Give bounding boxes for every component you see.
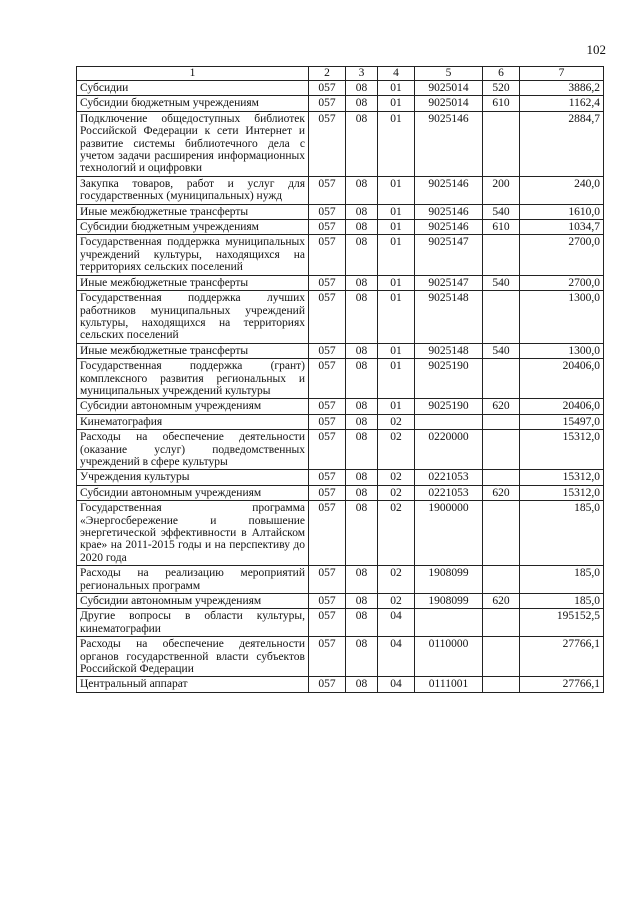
header-cell: 5 xyxy=(415,67,483,81)
ministry-code-cell: 057 xyxy=(309,275,346,290)
amount-cell: 2884,7 xyxy=(520,111,604,176)
expense-name-cell: Центральный аппарат xyxy=(77,677,309,692)
budget-table xyxy=(76,66,604,693)
target-article-cell: 9025147 xyxy=(415,235,483,275)
expense-name-cell: Субсидии автономным учреждениям xyxy=(77,399,309,414)
target-article-cell xyxy=(415,609,483,637)
expense-name-cell: Другие вопросы в области культуры, кинематографии xyxy=(77,609,309,637)
table-row xyxy=(77,235,604,275)
target-article-cell: 0220000 xyxy=(415,430,483,470)
subsection-code-cell: 02 xyxy=(378,501,415,566)
expense-name-cell: Расходы на обеспечение деятельности (оказание услуг) подведомственных учреждений в сфере культуры xyxy=(77,430,309,470)
expense-name-cell: Субсидии xyxy=(77,81,309,96)
target-article-cell: 9025147 xyxy=(415,275,483,290)
header-cell: 2 xyxy=(309,67,346,81)
target-article-cell: 9025146 xyxy=(415,176,483,204)
section-code-cell: 08 xyxy=(346,485,378,500)
expense-name-cell: Иные межбюджетные трансферты xyxy=(77,204,309,219)
subsection-code-cell: 01 xyxy=(378,204,415,219)
target-article-cell: 0111001 xyxy=(415,677,483,692)
section-code-cell: 08 xyxy=(346,220,378,235)
header-cell: 4 xyxy=(378,67,415,81)
ministry-code-cell: 057 xyxy=(309,399,346,414)
expense-type-cell: 540 xyxy=(483,204,520,219)
expense-name-cell: Учреждения культуры xyxy=(77,470,309,485)
table-row xyxy=(77,176,604,204)
table-row xyxy=(77,220,604,235)
target-article-cell: 9025146 xyxy=(415,204,483,219)
subsection-code-cell: 02 xyxy=(378,485,415,500)
subsection-code-cell: 01 xyxy=(378,399,415,414)
section-code-cell: 08 xyxy=(346,637,378,677)
section-code-cell: 08 xyxy=(346,430,378,470)
target-article-cell: 1900000 xyxy=(415,501,483,566)
target-article-cell: 0221053 xyxy=(415,470,483,485)
expense-name-cell: Субсидии бюджетным учреждениям xyxy=(77,220,309,235)
amount-cell: 15312,0 xyxy=(520,430,604,470)
amount-cell: 185,0 xyxy=(520,501,604,566)
section-code-cell: 08 xyxy=(346,96,378,111)
table-row xyxy=(77,414,604,429)
target-article-cell: 9025190 xyxy=(415,359,483,399)
section-code-cell: 08 xyxy=(346,235,378,275)
table-row xyxy=(77,485,604,500)
section-code-cell: 08 xyxy=(346,275,378,290)
amount-cell: 20406,0 xyxy=(520,359,604,399)
ministry-code-cell: 057 xyxy=(309,343,346,358)
expense-type-cell xyxy=(483,470,520,485)
subsection-code-cell: 01 xyxy=(378,111,415,176)
header-cell: 3 xyxy=(346,67,378,81)
expense-name-cell: Иные межбюджетные трансферты xyxy=(77,275,309,290)
amount-cell: 240,0 xyxy=(520,176,604,204)
ministry-code-cell: 057 xyxy=(309,470,346,485)
expense-type-cell xyxy=(483,111,520,176)
table-row xyxy=(77,343,604,358)
expense-name-cell: Иные межбюджетные трансферты xyxy=(77,343,309,358)
ministry-code-cell: 057 xyxy=(309,359,346,399)
table-row xyxy=(77,275,604,290)
expense-name-cell: Расходы на реализацию мероприятий региональных программ xyxy=(77,566,309,594)
table-row xyxy=(77,677,604,692)
expense-name-cell: Государственная поддержка муниципальных учреждений культуры, находящихся на территориях сельских поселений xyxy=(77,235,309,275)
amount-cell: 1162,4 xyxy=(520,96,604,111)
expense-name-cell: Субсидии автономным учреждениям xyxy=(77,594,309,609)
target-article-cell: 9025014 xyxy=(415,81,483,96)
section-code-cell: 08 xyxy=(346,594,378,609)
target-article-cell: 9025146 xyxy=(415,220,483,235)
table-row xyxy=(77,594,604,609)
section-code-cell: 08 xyxy=(346,470,378,485)
subsection-code-cell: 01 xyxy=(378,96,415,111)
subsection-code-cell: 01 xyxy=(378,343,415,358)
amount-cell: 1300,0 xyxy=(520,291,604,344)
section-code-cell: 08 xyxy=(346,343,378,358)
ministry-code-cell: 057 xyxy=(309,430,346,470)
amount-cell: 185,0 xyxy=(520,566,604,594)
expense-name-cell: Расходы на обеспечение деятельности органов государственной власти субъектов Российской Федерации xyxy=(77,637,309,677)
amount-cell: 27766,1 xyxy=(520,637,604,677)
ministry-code-cell: 057 xyxy=(309,414,346,429)
expense-type-cell: 620 xyxy=(483,594,520,609)
ministry-code-cell: 057 xyxy=(309,637,346,677)
subsection-code-cell: 01 xyxy=(378,176,415,204)
table-row xyxy=(77,637,604,677)
expense-type-cell xyxy=(483,637,520,677)
expense-type-cell: 520 xyxy=(483,81,520,96)
expense-type-cell xyxy=(483,291,520,344)
ministry-code-cell: 057 xyxy=(309,111,346,176)
table-row xyxy=(77,501,604,566)
expense-type-cell xyxy=(483,414,520,429)
ministry-code-cell: 057 xyxy=(309,485,346,500)
target-article-cell xyxy=(415,414,483,429)
amount-cell: 3886,2 xyxy=(520,81,604,96)
subsection-code-cell: 04 xyxy=(378,609,415,637)
amount-cell: 1610,0 xyxy=(520,204,604,219)
amount-cell: 2700,0 xyxy=(520,235,604,275)
target-article-cell: 1908099 xyxy=(415,594,483,609)
target-article-cell: 9025148 xyxy=(415,343,483,358)
expense-name-cell: Государственная поддержка лучших работников муниципальных учреждений культуры, находящихся на территориях сельских поселений xyxy=(77,291,309,344)
section-code-cell: 08 xyxy=(346,176,378,204)
amount-cell: 2700,0 xyxy=(520,275,604,290)
subsection-code-cell: 01 xyxy=(378,220,415,235)
table-row xyxy=(77,359,604,399)
subsection-code-cell: 01 xyxy=(378,275,415,290)
expense-type-cell: 610 xyxy=(483,96,520,111)
subsection-code-cell: 02 xyxy=(378,414,415,429)
table-row xyxy=(77,430,604,470)
subsection-code-cell: 02 xyxy=(378,594,415,609)
section-code-cell: 08 xyxy=(346,204,378,219)
expense-type-cell xyxy=(483,501,520,566)
section-code-cell: 08 xyxy=(346,609,378,637)
expense-type-cell xyxy=(483,677,520,692)
target-article-cell: 0110000 xyxy=(415,637,483,677)
expense-name-cell: Кинематография xyxy=(77,414,309,429)
ministry-code-cell: 057 xyxy=(309,176,346,204)
table-row xyxy=(77,470,604,485)
amount-cell: 1034,7 xyxy=(520,220,604,235)
expense-type-cell: 610 xyxy=(483,220,520,235)
subsection-code-cell: 02 xyxy=(378,566,415,594)
expense-type-cell xyxy=(483,235,520,275)
expense-type-cell: 620 xyxy=(483,485,520,500)
target-article-cell: 9025148 xyxy=(415,291,483,344)
section-code-cell: 08 xyxy=(346,359,378,399)
table-row xyxy=(77,566,604,594)
amount-cell: 185,0 xyxy=(520,594,604,609)
table-row xyxy=(77,81,604,96)
amount-cell: 27766,1 xyxy=(520,677,604,692)
ministry-code-cell: 057 xyxy=(309,81,346,96)
expense-name-cell: Государственная поддержка (грант) комплексного развития региональных и муниципальных учреждений культуры xyxy=(77,359,309,399)
section-code-cell: 08 xyxy=(346,414,378,429)
table-row xyxy=(77,399,604,414)
subsection-code-cell: 01 xyxy=(378,359,415,399)
amount-cell: 1300,0 xyxy=(520,343,604,358)
expense-name-cell: Субсидии бюджетным учреждениям xyxy=(77,96,309,111)
subsection-code-cell: 04 xyxy=(378,677,415,692)
ministry-code-cell: 057 xyxy=(309,220,346,235)
ministry-code-cell: 057 xyxy=(309,501,346,566)
section-code-cell: 08 xyxy=(346,399,378,414)
ministry-code-cell: 057 xyxy=(309,204,346,219)
page-number: 102 xyxy=(586,42,606,57)
subsection-code-cell: 02 xyxy=(378,470,415,485)
expense-name-cell: Государственная программа «Энергосбережение и повышение энергетической эффективности в Алтайском крае» на 2011-2015 годы и на перспективу до 2020 года xyxy=(77,501,309,566)
header-cell: 7 xyxy=(520,67,604,81)
expense-type-cell xyxy=(483,359,520,399)
target-article-cell: 9025014 xyxy=(415,96,483,111)
section-code-cell: 08 xyxy=(346,291,378,344)
subsection-code-cell: 01 xyxy=(378,291,415,344)
section-code-cell: 08 xyxy=(346,501,378,566)
ministry-code-cell: 057 xyxy=(309,235,346,275)
amount-cell: 195152,5 xyxy=(520,609,604,637)
expense-type-cell: 540 xyxy=(483,343,520,358)
amount-cell: 15312,0 xyxy=(520,485,604,500)
target-article-cell: 1908099 xyxy=(415,566,483,594)
expense-type-cell xyxy=(483,566,520,594)
section-code-cell: 08 xyxy=(346,566,378,594)
subsection-code-cell: 01 xyxy=(378,81,415,96)
expense-type-cell xyxy=(483,430,520,470)
table-row xyxy=(77,609,604,637)
subsection-code-cell: 02 xyxy=(378,430,415,470)
expense-type-cell: 200 xyxy=(483,176,520,204)
ministry-code-cell: 057 xyxy=(309,594,346,609)
expense-type-cell: 620 xyxy=(483,399,520,414)
table-row xyxy=(77,96,604,111)
ministry-code-cell: 057 xyxy=(309,291,346,344)
expense-type-cell: 540 xyxy=(483,275,520,290)
table-row xyxy=(77,111,604,176)
expense-name-cell: Закупка товаров, работ и услуг для государственных (муниципальных) нужд xyxy=(77,176,309,204)
expense-type-cell xyxy=(483,609,520,637)
section-code-cell: 08 xyxy=(346,677,378,692)
header-cell: 1 xyxy=(77,67,309,81)
expense-name-cell: Подключение общедоступных библиотек Российской Федерации к сети Интернет и развитие системы библиотечного дела с учетом задачи расширения информационных технологий и оцифровки xyxy=(77,111,309,176)
subsection-code-cell: 01 xyxy=(378,235,415,275)
section-code-cell: 08 xyxy=(346,111,378,176)
table-row xyxy=(77,204,604,219)
section-code-cell: 08 xyxy=(346,81,378,96)
ministry-code-cell: 057 xyxy=(309,96,346,111)
target-article-cell: 0221053 xyxy=(415,485,483,500)
amount-cell: 15497,0 xyxy=(520,414,604,429)
ministry-code-cell: 057 xyxy=(309,566,346,594)
target-article-cell: 9025190 xyxy=(415,399,483,414)
amount-cell: 20406,0 xyxy=(520,399,604,414)
ministry-code-cell: 057 xyxy=(309,609,346,637)
amount-cell: 15312,0 xyxy=(520,470,604,485)
header-cell: 6 xyxy=(483,67,520,81)
target-article-cell: 9025146 xyxy=(415,111,483,176)
ministry-code-cell: 057 xyxy=(309,677,346,692)
header-row xyxy=(77,67,604,81)
expense-name-cell: Субсидии автономным учреждениям xyxy=(77,485,309,500)
subsection-code-cell: 04 xyxy=(378,637,415,677)
table-row xyxy=(77,291,604,344)
